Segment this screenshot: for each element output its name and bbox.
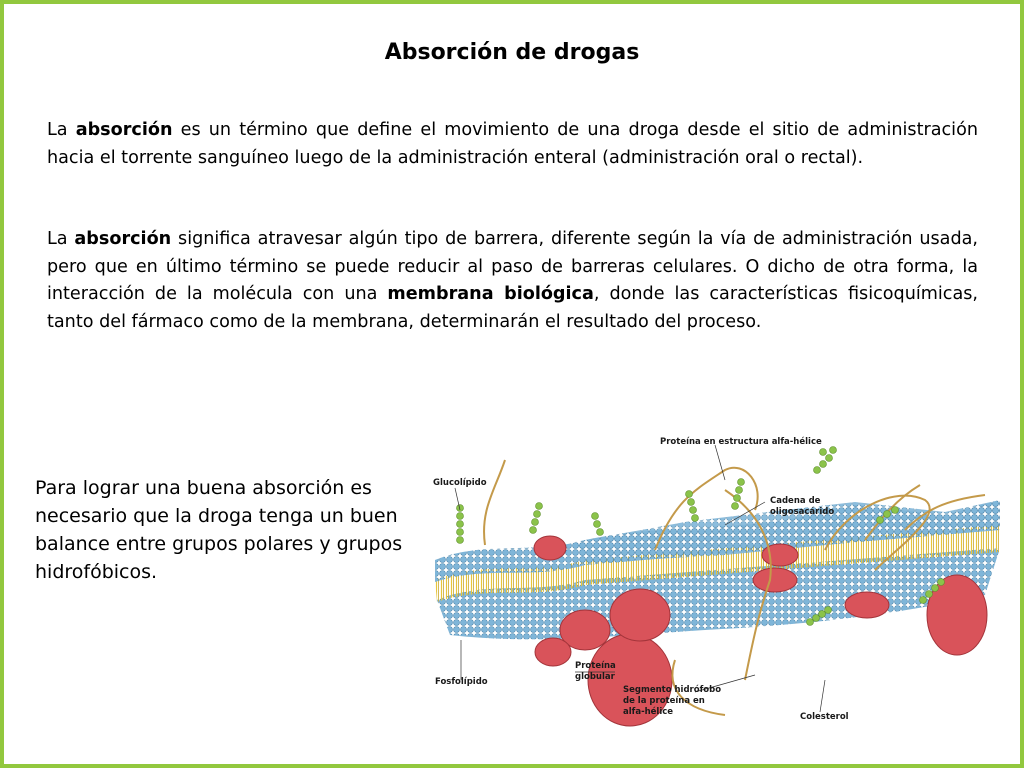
p1-text-1: La [47, 120, 76, 140]
label-segment-2: de la proteína en [623, 696, 705, 706]
label-globular-2: globular [575, 672, 615, 682]
paragraph-absorption-definition [47, 117, 978, 172]
slide-title: Absorción de drogas [384, 40, 640, 65]
p2-bold-absorcion: absorción [74, 229, 172, 249]
label-glycolipid: Glucolípido [433, 478, 487, 488]
label-oligosaccharide-1: Cadena de [770, 496, 821, 506]
label-phospholipid: Fosfolípido [435, 677, 488, 687]
label-globular-1: Proteína [575, 661, 616, 671]
label-segment-1: Segmento hidrófobo [623, 685, 722, 695]
balance-note: Para lograr una buena absorción es necesario que la droga tenga un buen balance entre grupos polares y grupos hidrofóbicos. [35, 477, 403, 583]
p1-text-2: es un término que define el movimiento de una droga desde el sitio de administración hacia el torrente sanguíneo luego de la administración enteral (administración oral o rectal). [47, 120, 978, 168]
label-oligosaccharide-2: oligosacárido [770, 507, 835, 517]
p2-text-1: La [47, 229, 75, 249]
label-alpha-helix: Proteína en estructura alfa-hélice [660, 437, 822, 447]
p2-bold-membrana: membrana biológica [387, 284, 594, 304]
p2-text-2: significa atravesar algún tipo de barrera, diferente según la vía de administración usada, pero que en último término se puede reducir al paso de barreras celulares. O dicho de otra forma, la interacción de la molécula con una [47, 229, 978, 304]
label-segment-3: alfa-hélice [623, 707, 674, 717]
paragraph-absorption-barrier [47, 226, 978, 336]
p2-text-3: , donde las características fisicoquímicas, tanto del fármaco como de la membrana, determinarán el resultado del proceso. [47, 284, 978, 332]
cell-membrane-diagram [425, 430, 1000, 730]
label-cholesterol: Colesterol [800, 712, 849, 722]
membrane-svg [425, 430, 1000, 730]
p1-bold-absorcion: absorción [75, 120, 173, 140]
